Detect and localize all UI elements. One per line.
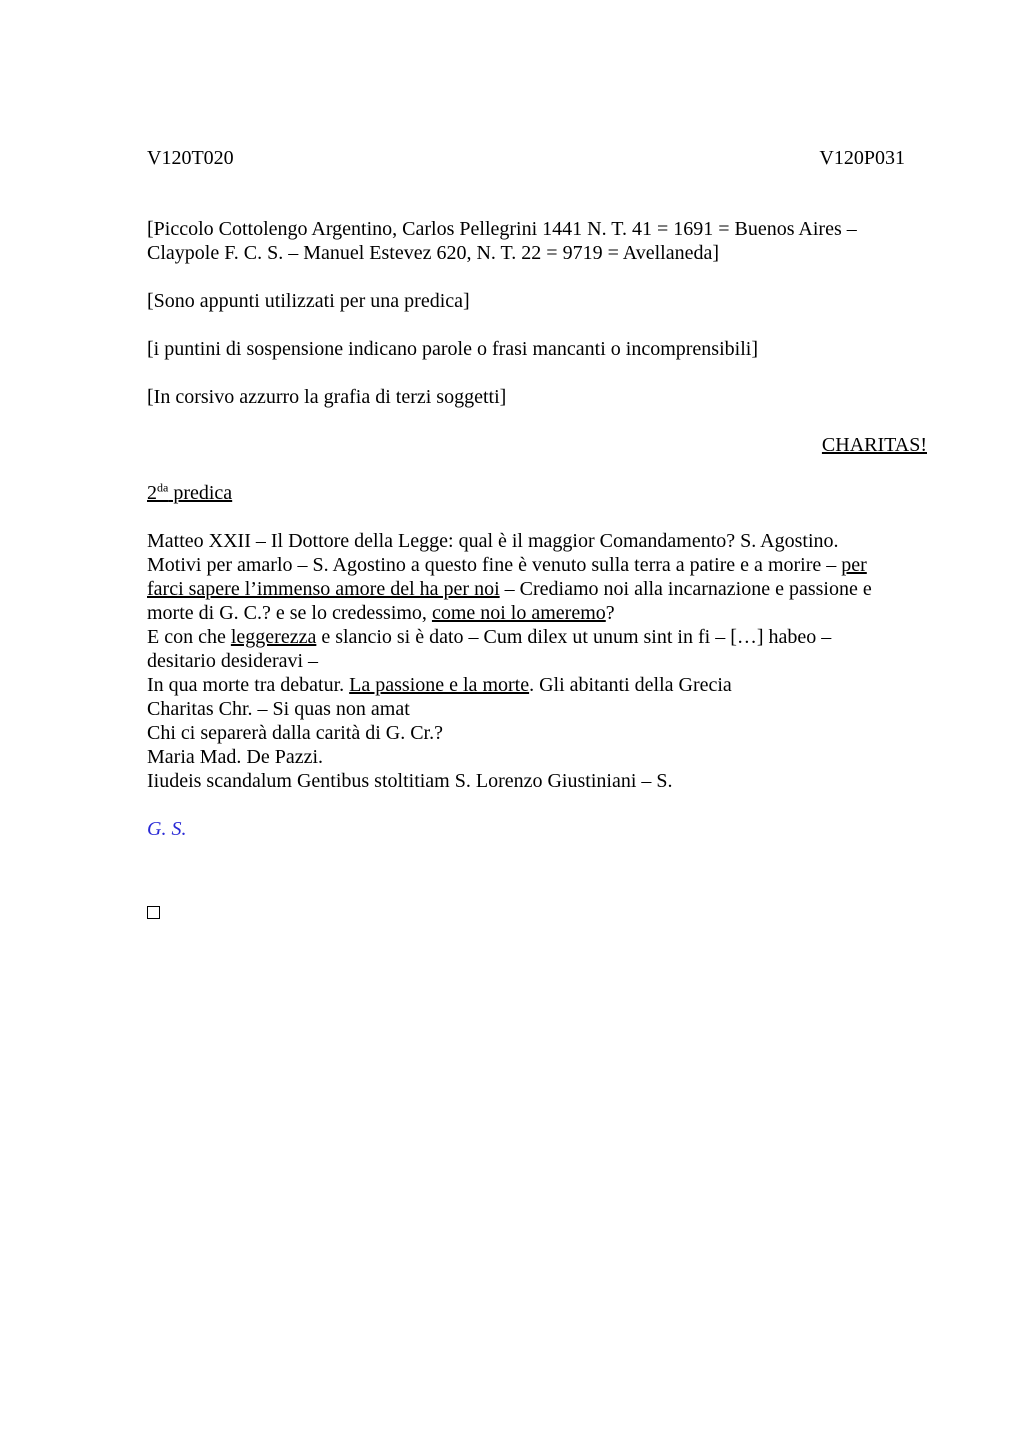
text-line: E con che leggerezza e slancio si è dato – Cum dilex ut unum sint in fi – […] habeo – xyxy=(147,626,832,648)
checkbox-icon[interactable] xyxy=(147,906,160,919)
sermon-subtitle: $2^{da}$ predica xyxy=(147,480,233,504)
sermon-title: CHARITAS! xyxy=(821,434,927,456)
document-code-right: V120P031 xyxy=(819,147,905,169)
text-line: In qua morte tra debatur. La passione e la morte. Gli abitanti della Grecia xyxy=(147,674,732,696)
text-line: Motivi per amarlo – S. Agostino a questo fine è venuto sulla terra a patire e a morire – per xyxy=(147,554,867,576)
text-line: Maria Mad. De Pazzi. xyxy=(147,746,324,768)
sermon-notes xyxy=(147,529,927,793)
text-line: Charitas Chr. – Si quas non amat xyxy=(147,698,410,720)
editorial-note: [i puntini di sospensione indicano parole o frasi mancanti o incomprensibili] xyxy=(147,338,758,360)
address-note xyxy=(147,217,927,265)
text-line: morte di G. C.? e se lo credessimo, come noi lo ameremo? xyxy=(147,602,615,624)
third-party-signature: G. S. xyxy=(147,818,187,840)
document-code-left: V120T020 xyxy=(147,147,234,169)
page-header xyxy=(147,146,905,170)
text-line: Chi ci separerà dalla carità di G. Cr.? xyxy=(147,722,443,744)
document-page xyxy=(147,146,927,841)
text-line: desitario desideravi – xyxy=(147,650,319,672)
editorial-note: [Sono appunti utilizzati per una predica] xyxy=(147,290,470,312)
address-line: Claypole F. C. S. – Manuel Estevez 620, N. T. 22 = 9719 = Avellaneda] xyxy=(147,242,719,264)
editorial-note: [In corsivo azzurro la grafia di terzi soggetti] xyxy=(147,386,507,408)
address-line: [Piccolo Cottolengo Argentino, Carlos Pellegrini 1441 N. T. 41 = 1691 = Buenos Aires – xyxy=(147,218,857,240)
text-line: farci sapere l’immenso amore del ha per noi – Crediamo noi alla incarnazione e passione e xyxy=(147,578,872,600)
text-line: Matteo XXII – Il Dottore della Legge: qual è il maggior Comandamento? S. Agostino. xyxy=(147,530,839,552)
text-line: Iiudeis scandalum Gentibus stoltitiam S. Lorenzo Giustiniani – S. xyxy=(147,770,673,792)
